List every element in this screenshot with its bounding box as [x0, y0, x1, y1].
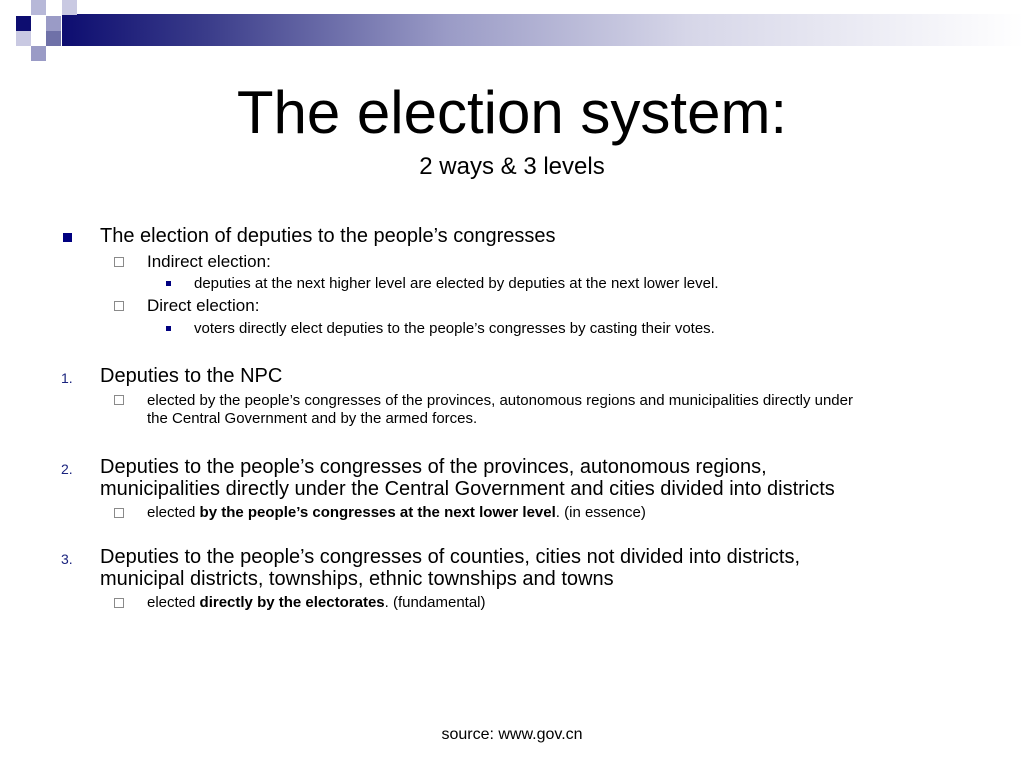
bullet-main-text: The election of deputies to the people’s congresses: [100, 225, 556, 247]
hollow-square-bullet-icon: [114, 257, 124, 267]
decor-square: [46, 31, 61, 46]
decor-square: [46, 16, 61, 31]
item3-detail-post: . (fundamental): [384, 594, 486, 611]
indirect-election-detail: deputies at the next higher level are elected by deputies at the next lower level.: [194, 275, 719, 292]
decor-square: [31, 0, 46, 15]
item3-detail-bold: directly by the electorates: [199, 594, 385, 611]
item2-detail-post: . (in essence): [555, 504, 646, 521]
slide-title: The election system:: [236, 79, 788, 146]
direct-election-label: Direct election:: [147, 296, 260, 315]
item1-detail-line2: the Central Government and by the armed forces.: [147, 410, 478, 427]
hollow-square-bullet-icon: [114, 508, 124, 518]
decor-square: [62, 0, 77, 15]
item3-detail: [147, 593, 486, 612]
item-number: 3.: [61, 551, 73, 567]
item3-text-line1: Deputies to the people’s congresses of counties, cities not divided into districts,: [100, 546, 801, 568]
item2-detail-bold: by the people’s congresses at the next lower level: [199, 504, 556, 521]
item3-text-line2: municipal districts, townships, ethnic townships and towns: [100, 568, 614, 590]
item2-text-line1: Deputies to the people’s congresses of the provinces, autonomous regions,: [100, 456, 767, 478]
header-decoration: [0, 0, 1024, 62]
gradient-band: [62, 14, 1024, 46]
decor-square: [31, 46, 46, 61]
direct-election-detail: voters directly elect deputies to the people’s congresses by casting their votes.: [194, 320, 715, 337]
hollow-square-bullet-icon: [114, 301, 124, 311]
item-number: 2.: [61, 461, 73, 477]
small-square-bullet-icon: [166, 326, 171, 331]
item2-detail: [147, 503, 646, 522]
decor-square: [16, 31, 31, 46]
item2-detail-pre: elected: [147, 504, 200, 521]
slide-subtitle: 2 ways & 3 levels: [419, 153, 605, 180]
source-footer: source: www.gov.cn: [441, 726, 583, 743]
hollow-square-bullet-icon: [114, 395, 124, 405]
item1-detail-line1: elected by the people’s congresses of the provinces, autonomous regions and municipalities directly under: [147, 392, 853, 409]
square-bullet-icon: [63, 233, 72, 242]
item2-text-line2: municipalities directly under the Central Government and cities divided into districts: [100, 478, 835, 500]
decor-square: [16, 16, 31, 31]
item1-text: Deputies to the NPC: [100, 365, 283, 387]
item3-detail-pre: elected: [147, 594, 200, 611]
indirect-election-label: Indirect election:: [147, 252, 271, 271]
small-square-bullet-icon: [166, 281, 171, 286]
item-number: 1.: [61, 370, 73, 386]
hollow-square-bullet-icon: [114, 598, 124, 608]
